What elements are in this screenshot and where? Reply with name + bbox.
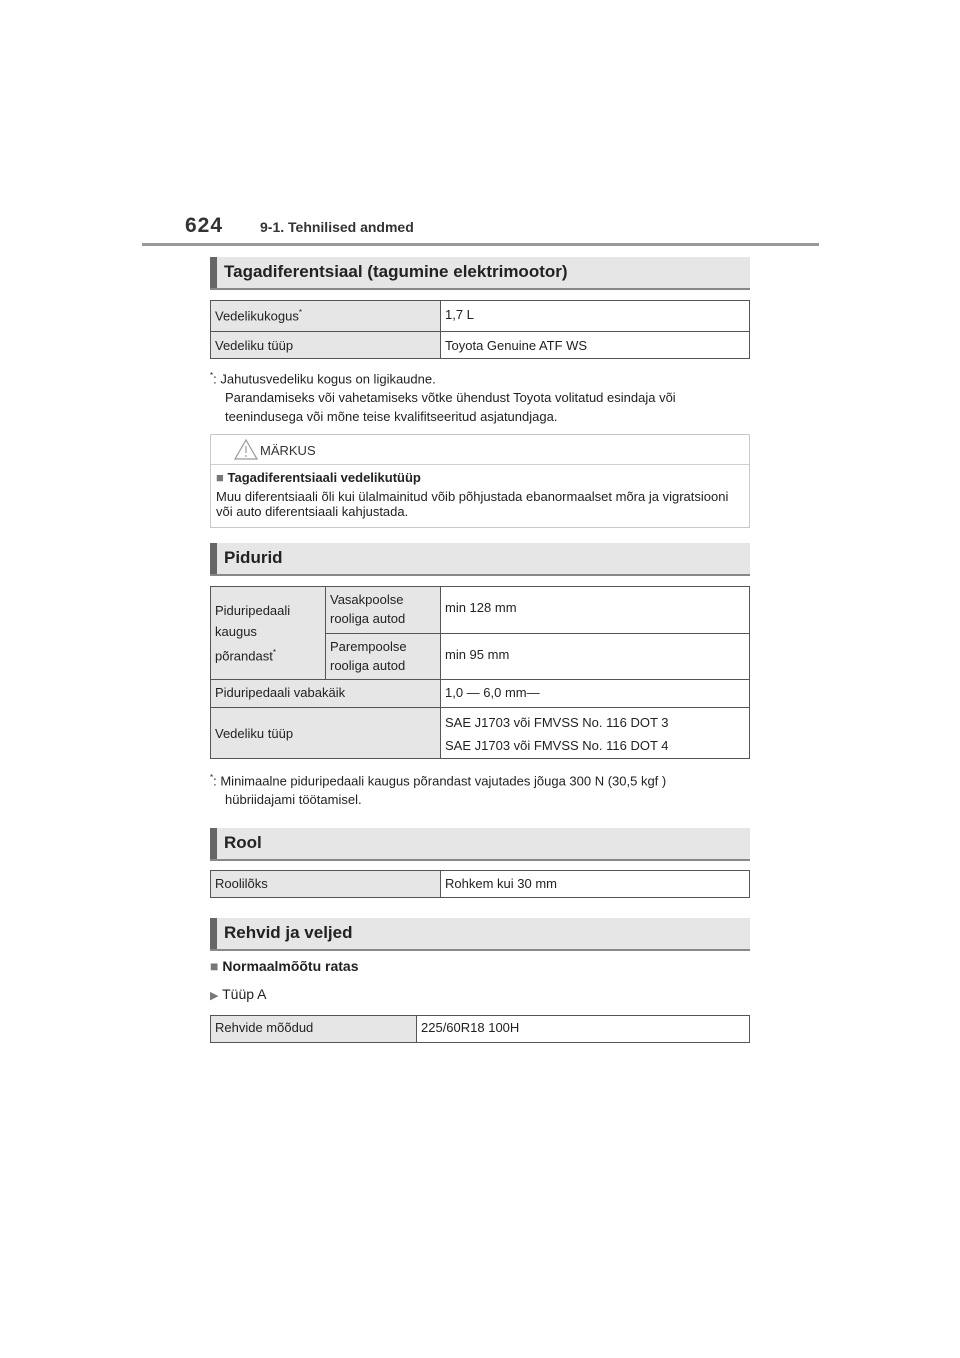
rear-differential-footnote: *: Jahutusvedeliku kogus on ligikaudne. Parandamiseks või vahetamiseks võtke ühendust Toyota volitatud esindaja või teenindusega või mõne teise kvalifitseeritud asjatundjaga. (210, 371, 676, 425)
section-title: Tagadiferentsiaal (tagumine elektrimootor) (224, 262, 568, 281)
chapter-title: 9-1. Tehnilised andmed (260, 219, 414, 235)
arrow-right-icon: ▶ (210, 990, 219, 1002)
tire-size-table (210, 1015, 750, 1043)
table-label-cell: Piduripedaali vabakäik (211, 680, 441, 708)
section-heading-rear-differential (210, 257, 750, 290)
section-title: Rool (224, 833, 262, 852)
table-label-cell: Piduripedaali kaugus põrandast* (211, 587, 326, 680)
brakes-footnote: *: Minimaalne piduripedaali kaugus põrandast vajutades jõuga 300 N (30,5 kgf ) hübriidajami töötamisel. (210, 773, 667, 808)
table-value-cell: 225/60R18 100H (417, 1016, 750, 1043)
table-row (211, 871, 750, 898)
heading-accent-bar (210, 828, 217, 859)
table-value-cell: min 128 mm (441, 587, 750, 634)
table-value-cell: Rohkem kui 30 mm (441, 871, 750, 898)
warning-triangle-icon (234, 439, 258, 460)
notice-box (210, 434, 750, 528)
notice-subtitle: ■ Tagadiferentsiaali vedelikutüüp (216, 470, 421, 485)
table-label-cell: Vedeliku tüüp (211, 708, 441, 759)
section-heading-tires (210, 918, 750, 951)
square-bullet-icon: ■ (210, 958, 219, 974)
steering-table (210, 870, 750, 898)
rear-differential-table (210, 300, 750, 359)
brakes-table (210, 586, 750, 759)
table-value-cell: min 95 mm (441, 634, 750, 680)
table-label-cell: Parempoolse rooliga autod (326, 634, 441, 680)
table-label-cell: Vedeliku tüüp (211, 332, 441, 359)
tires-subheading: ■ Normaalmõõtu ratas (210, 958, 359, 974)
table-value-cell: Toyota Genuine ATF WS (441, 332, 750, 359)
notice-header (211, 435, 749, 465)
table-label-cell: Rehvide mõõdud (211, 1016, 417, 1043)
table-value-cell: 1,7 L (441, 301, 750, 332)
table-row (211, 708, 750, 759)
table-row (211, 301, 750, 332)
table-label-cell: Roolilõks (211, 871, 441, 898)
heading-accent-bar (210, 918, 217, 949)
table-row (211, 1016, 750, 1043)
page-number: 624 (185, 214, 224, 237)
heading-accent-bar (210, 543, 217, 574)
section-heading-steering (210, 828, 750, 861)
heading-accent-bar (210, 257, 217, 288)
square-bullet-icon: ■ (216, 470, 224, 485)
section-title: Rehvid ja veljed (224, 923, 353, 942)
table-row (211, 587, 750, 634)
notice-title: MÄRKUS (260, 443, 316, 458)
section-title: Pidurid (224, 548, 283, 567)
tire-type-label: ▶ Tüüp A (210, 986, 267, 1002)
table-value-cell: SAE J1703 või FMVSS No. 116 DOT 3 SAE J1703 või FMVSS No. 116 DOT 4 (441, 708, 750, 759)
table-row (211, 332, 750, 359)
section-heading-brakes (210, 543, 750, 576)
table-row (211, 680, 750, 708)
header-divider (142, 243, 819, 246)
notice-body: Muu diferentsiaali õli kui ülalmainitud võib põhjustada ebanormaalset mõra ja vigratsiooni või auto diferentsiaali kahjustada. (216, 489, 729, 519)
table-value-cell: 1,0 — 6,0 mm— (441, 680, 750, 708)
table-label-cell: Vedelikukogus* (211, 301, 441, 332)
table-label-cell: Vasakpoolse rooliga autod (326, 587, 441, 634)
